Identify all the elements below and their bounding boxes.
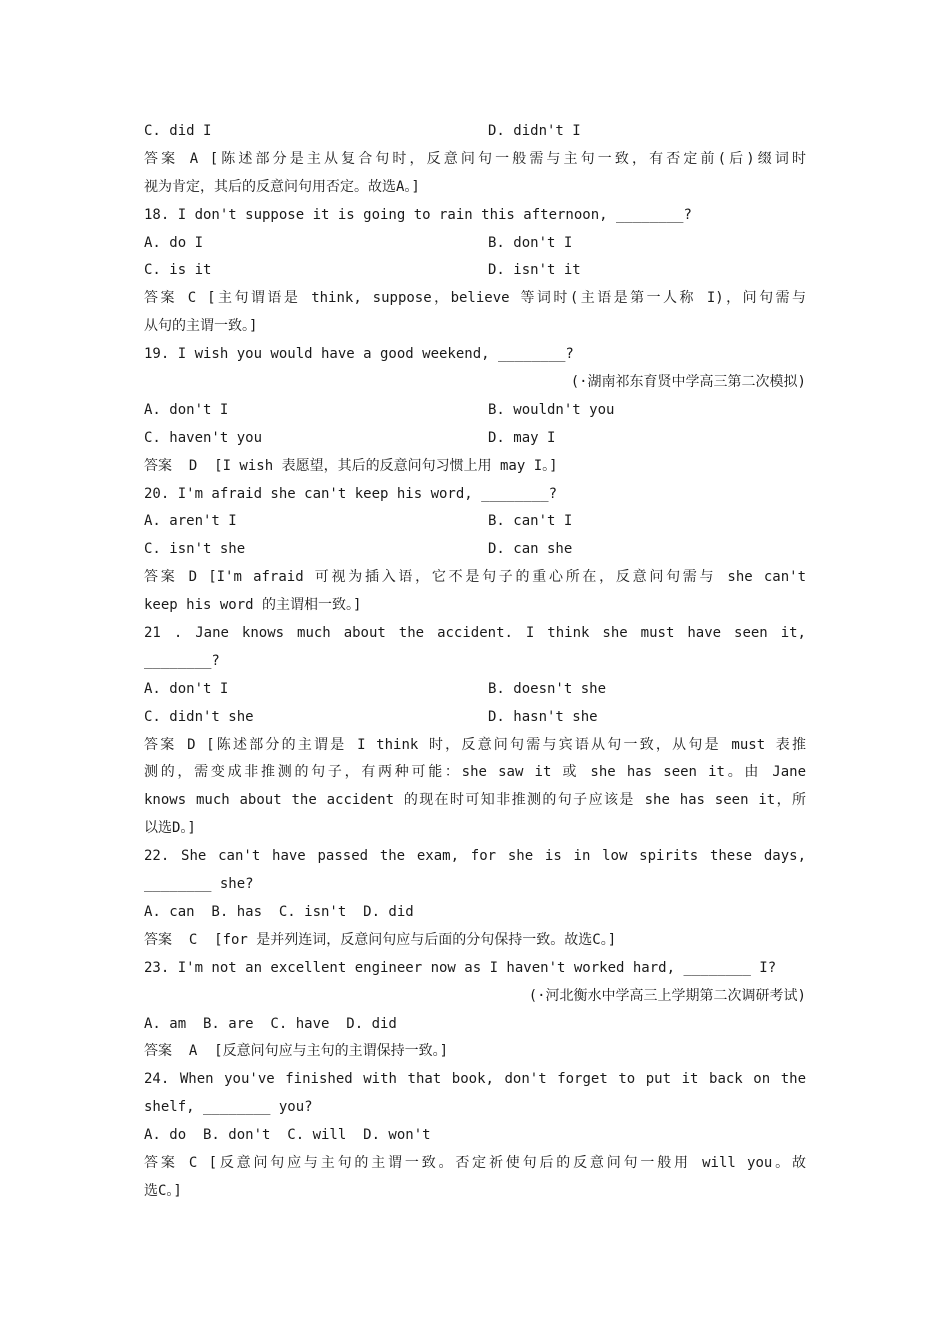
text-line: A. do B. don't C. will D. won't <box>144 1127 431 1144</box>
option-left: C. is it <box>144 262 212 279</box>
option-left: C. haven't you <box>144 429 263 446</box>
options-row <box>144 676 806 704</box>
document-page <box>144 118 806 1206</box>
option-right: B. can't I <box>488 513 573 530</box>
text-line: ________ she? <box>144 876 254 893</box>
text-line: 答案 C [反意问句应与主句的主谓一致。否定祈使句后的反意问句一般用 will you。故 <box>144 1154 806 1171</box>
option-right: B. wouldn't you <box>488 401 615 418</box>
option-right: D. isn't it <box>488 262 581 279</box>
text-line: 答案 D [I wish 表愿望，其后的反意问句习惯上用 may I。] <box>144 457 558 474</box>
text-line: A. am B. are C. have D. did <box>144 1015 397 1032</box>
text-line: ________? <box>144 652 220 669</box>
option-right: B. doesn't she <box>488 680 607 697</box>
text-line: 21 . Jane knows much about the accident. I think she must have seen it, <box>144 625 806 642</box>
option-left: C. did I <box>144 123 212 139</box>
text-line: 答案 A [陈述部分是主从复合句时，反意问句一般需与主句一致，有否定前(后)缀词时 <box>144 150 806 167</box>
options-row <box>144 257 806 285</box>
text-line: 答案 A [反意问句应与主句的主谓保持一致。] <box>144 1043 448 1060</box>
text-line: 18. I don't suppose it is going to rain this afternoon, ________? <box>144 206 692 223</box>
options-row <box>144 704 806 732</box>
text-line: 答案 C [for 是并列连词，反意问句应与后面的分句保持一致。故选C。] <box>144 931 617 948</box>
text-line: 视为肯定，其后的反意问句用否定。故选A。] <box>144 178 420 195</box>
text-line: knows much about the accident 的现在时可知非推测的句子应该是 she has seen it，所 <box>144 792 806 809</box>
option-left: A. don't I <box>144 680 229 697</box>
options-row <box>144 508 806 536</box>
source-note: (·湖南祁东育贤中学高三第二次模拟) <box>570 374 806 391</box>
text-line: 测的，需变成非推测的句子，有两种可能：she saw it 或 she has seen it。由 Jane <box>144 764 806 781</box>
text-line: 从句的主谓一致。] <box>144 318 258 335</box>
text-line: A. can B. has C. isn't D. did <box>144 903 414 920</box>
option-right: D. hasn't she <box>488 708 598 725</box>
text-line: 23. I'm not an excellent engineer now as I haven't worked hard, ________ I? <box>144 959 777 976</box>
options-row <box>144 118 806 146</box>
options-row <box>144 536 806 564</box>
text-line: 19. I wish you would have a good weekend, ________? <box>144 346 574 363</box>
text-line: 答案 D [陈述部分的主谓是 I think 时，反意问句需与宾语从句一致，从句是 must 表推 <box>144 736 806 753</box>
option-left: A. aren't I <box>144 513 237 530</box>
text-line: keep his word 的主谓相一致。] <box>144 597 362 614</box>
text-line: 选C。] <box>144 1182 182 1199</box>
text-line: 22. She can't have passed the exam, for she is in low spirits these days, <box>144 848 806 865</box>
options-row <box>144 397 806 425</box>
text-line: shelf, ________ you? <box>144 1099 313 1116</box>
option-right: D. can she <box>488 541 573 558</box>
options-row <box>144 425 806 453</box>
option-left: A. do I <box>144 234 204 251</box>
option-left: A. don't I <box>144 401 229 418</box>
option-left: C. didn't she <box>144 708 254 725</box>
text-line: 24. When you've finished with that book, don't forget to put it back on the <box>144 1071 806 1088</box>
text-line: 答案 D [I'm afraid 可视为插入语，它不是句子的重心所在，反意问句需与 she can't <box>144 569 806 586</box>
source-note: (·河北衡水中学高三上学期第二次调研考试) <box>528 987 806 1004</box>
options-row <box>144 230 806 258</box>
text-line: 以选D。] <box>144 820 196 837</box>
option-left: C. isn't she <box>144 541 246 558</box>
text-line: 答案 C [主句谓语是 think, suppose，believe 等词时(主语是第一人称 I)，问句需与 <box>144 290 806 307</box>
text-line: 20. I'm afraid she can't keep his word, ________? <box>144 485 558 502</box>
option-right: D. didn't I <box>488 123 581 139</box>
option-right: D. may I <box>488 429 556 446</box>
option-right: B. don't I <box>488 234 573 251</box>
